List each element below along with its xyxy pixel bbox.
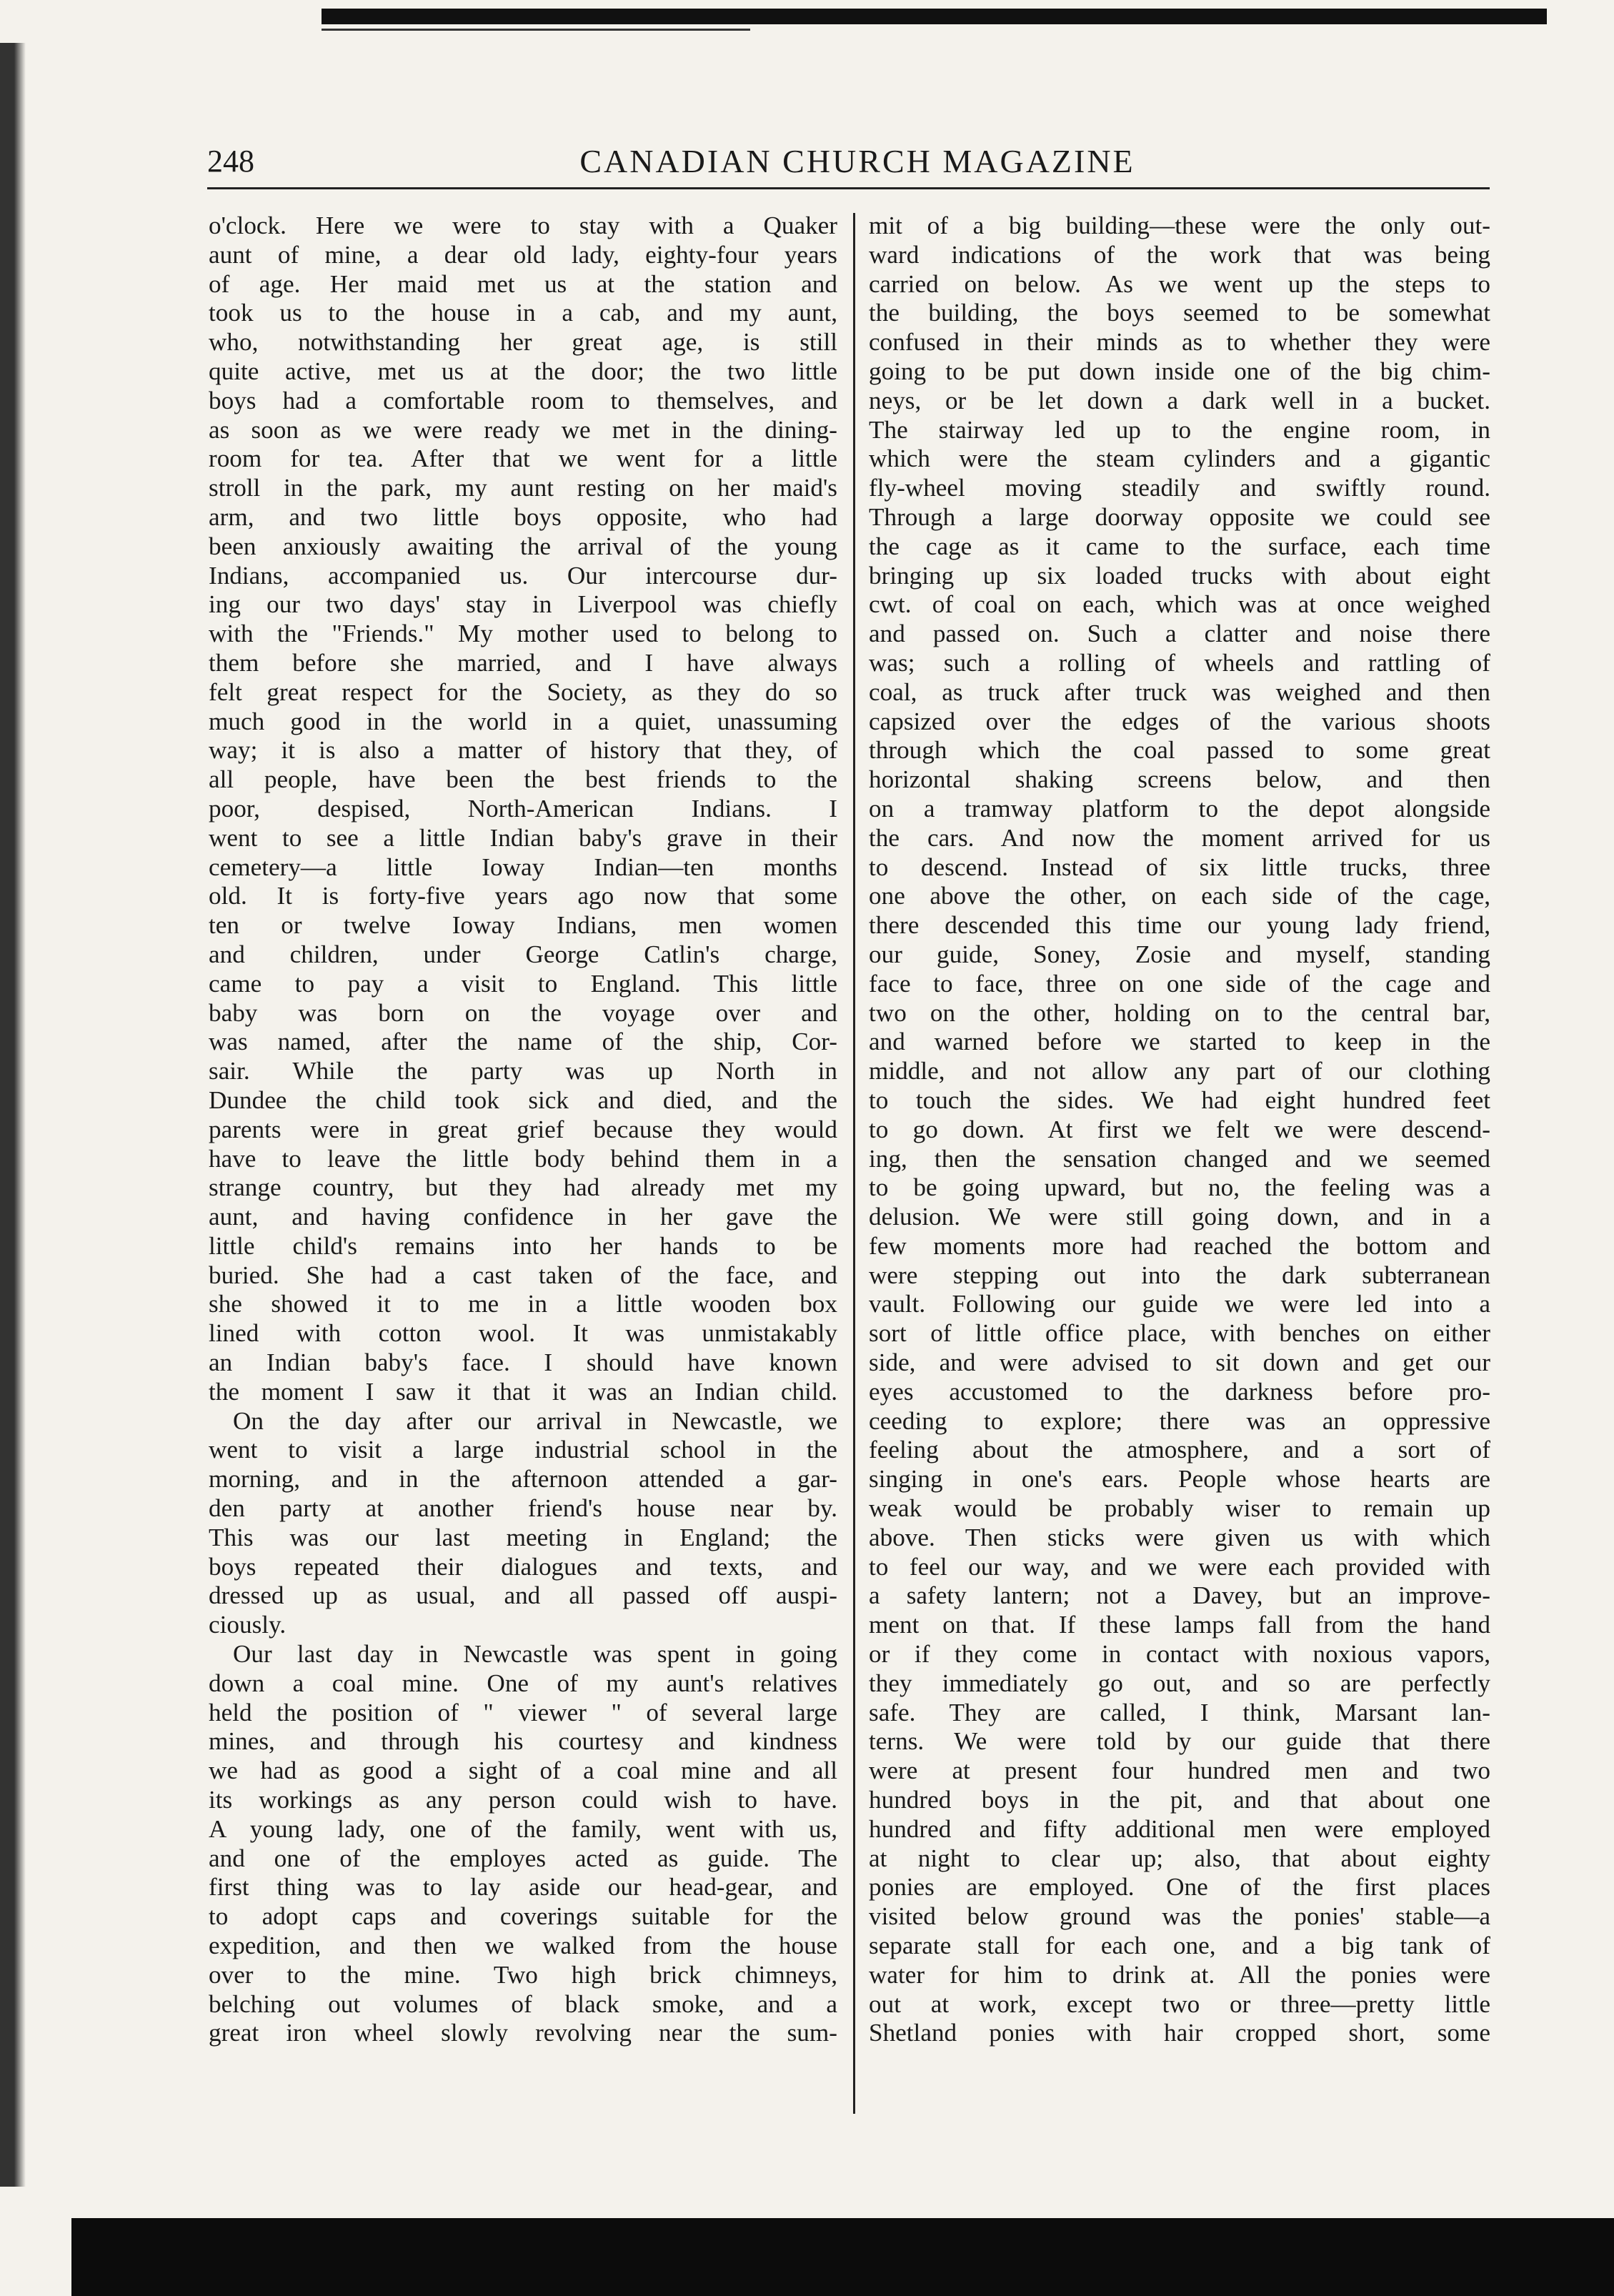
text-line: we had as good a sight of a coal mine and all <box>209 1756 837 1785</box>
text-line: bringing up six loaded trucks with about eight <box>869 561 1490 590</box>
text-line: mit of a big building—these were the only out- <box>869 212 1490 239</box>
text-line: room for tea. After that we went for a little <box>209 444 837 473</box>
text-line: a safety lantern; not a Davey, but an improve- <box>869 1581 1490 1610</box>
text-line: above. Then sticks were given us with which <box>869 1523 1490 1551</box>
text-line: to adopt caps and coverings suitable for the <box>209 1902 837 1931</box>
text-line: face to face, three on one side of the cage and <box>869 969 1490 998</box>
text-line: Our last day in Newcastle was spent in going <box>233 1640 837 1669</box>
text-line: Indians, accompanied us. Our intercourse dur- <box>209 561 837 590</box>
text-line: and one of the employes acted as guide. The <box>209 1844 837 1872</box>
text-line: terns. We were told by our guide that there <box>869 1727 1490 1756</box>
text-line: of age. Her maid met us at the station and <box>209 269 837 298</box>
text-line: buried. She had a cast taken of the face, and <box>209 1261 837 1289</box>
text-line: great iron wheel slowly revolving near the sum- <box>209 2019 837 2047</box>
text-line: to descend. Instead of six little trucks, three <box>869 853 1490 881</box>
text-line: much good in the world in a quiet, unassuming <box>209 707 837 735</box>
text-line: strange country, but they had already met my <box>209 1173 837 1202</box>
text-line: two on the other, holding on to the central bar, <box>869 998 1490 1027</box>
text-line: neys, or be let down a dark well in a bucket. <box>869 386 1490 414</box>
text-line: hundred boys in the pit, and that about one <box>869 1786 1490 1814</box>
text-line: down a coal mine. One of my aunt's relatives <box>209 1669 837 1697</box>
top-border-rule <box>322 9 1547 24</box>
text-line: On the day after our arrival in Newcastle, we <box>233 1406 837 1435</box>
text-line: singing in one's ears. People whose hearts are <box>869 1465 1490 1494</box>
text-line: feeling about the atmosphere, and a sort of <box>869 1436 1490 1464</box>
text-line: ing our two days' stay in Liverpool was chiefly <box>209 590 837 619</box>
text-line: going to be put down inside one of the big chim- <box>869 357 1490 385</box>
text-line: all people, have been the best friends to the <box>209 765 837 794</box>
text-line: arm, and two little boys opposite, who had <box>209 502 837 531</box>
text-line: ponies are employed. One of the first places <box>869 1873 1490 1902</box>
text-line: aunt, and having confidence in her gave the <box>209 1203 837 1231</box>
text-line: sort of little office place, with benches on either <box>869 1319 1490 1348</box>
text-line: been anxiously awaiting the arrival of the young <box>209 532 837 560</box>
text-line: aunt of mine, a dear old lady, eighty-four years <box>209 240 837 269</box>
text-line: vault. Following our guide we were led into a <box>869 1290 1490 1318</box>
right-text-column <box>869 212 1490 2048</box>
text-line: to be going upward, but no, the feeling was a <box>869 1173 1490 1202</box>
text-line: expedition, and then we walked from the house <box>209 1932 837 1960</box>
text-line: ing, then the sensation changed and we seemed <box>869 1144 1490 1173</box>
text-line: took us to the house in a cab, and my aunt, <box>209 299 837 327</box>
text-line: they immediately go out, and so are perfectly <box>869 1669 1490 1697</box>
text-line: over to the mine. Two high brick chimneys, <box>209 1960 837 1989</box>
text-line: the moment I saw it that it was an Indian child. <box>209 1377 837 1406</box>
text-line: boys had a comfortable room to themselves, and <box>209 386 837 414</box>
text-line: sair. While the party was up North in <box>209 1057 837 1085</box>
text-line: Through a large doorway opposite we could see <box>869 502 1490 531</box>
text-line: poor, despised, North-American Indians. I <box>209 794 837 823</box>
text-line: old. It is forty-five years ago now that some <box>209 882 837 910</box>
text-line: the building, the boys seemed to be somewhat <box>869 299 1490 327</box>
text-line: This was our last meeting in England; the <box>209 1523 837 1551</box>
column-divider <box>853 213 855 2114</box>
text-line: den party at another friend's house near by. <box>209 1494 837 1523</box>
text-line: and children, under George Catlin's charge, <box>209 940 837 968</box>
text-line: eyes accustomed to the darkness before pro- <box>869 1377 1490 1406</box>
text-line: cemetery—a little Ioway Indian—ten months <box>209 853 837 881</box>
text-line: were at present four hundred men and two <box>869 1756 1490 1785</box>
text-line: held the position of " viewer " of several large <box>209 1698 837 1726</box>
text-line: cwt. of coal on each, which was at once weighed <box>869 590 1490 619</box>
text-line: the cage as it came to the surface, each time <box>869 532 1490 560</box>
text-line: were stepping out into the dark subterranean <box>869 1261 1490 1289</box>
text-line: and warned before we started to keep in the <box>869 1028 1490 1056</box>
text-line: ment on that. If these lamps fall from the hand <box>869 1611 1490 1639</box>
text-line: went to see a little Indian baby's grave in their <box>209 823 837 852</box>
text-line: parents were in great grief because they would <box>209 1115 837 1143</box>
text-line: Dundee the child took sick and died, and the <box>209 1085 837 1114</box>
text-line: our guide, Soney, Zosie and myself, standing <box>869 940 1490 968</box>
page-header <box>207 140 1493 190</box>
text-line: capsized over the edges of the various shoots <box>869 707 1490 735</box>
text-line: or if they come in contact with noxious vapors, <box>869 1640 1490 1669</box>
text-line: went to visit a large industrial school in the <box>209 1436 837 1464</box>
text-line: ceeding to explore; there was an oppressive <box>869 1406 1490 1435</box>
text-line: confused in their minds as to whether they were <box>869 328 1490 357</box>
text-line: at night to clear up; also, that about eighty <box>869 1844 1490 1872</box>
text-line: to feel our way, and we were each provided with <box>869 1552 1490 1581</box>
text-line: one above the other, on each side of the cage, <box>869 882 1490 910</box>
text-line: way; it is also a matter of history that they, of <box>209 736 837 765</box>
text-line: she showed it to me in a little wooden box <box>209 1290 837 1318</box>
text-line: ten or twelve Ioway Indians, men women <box>209 911 837 940</box>
text-line: few moments more had reached the bottom and <box>869 1231 1490 1260</box>
text-line: mines, and through his courtesy and kindness <box>209 1727 837 1756</box>
page-number: 248 <box>207 144 254 179</box>
text-line: carried on below. As we went up the steps to <box>869 269 1490 298</box>
text-line: baby was born on the voyage over and <box>209 998 837 1027</box>
scan-binding-edge <box>0 43 26 2187</box>
text-line: little child's remains into her hands to be <box>209 1231 837 1260</box>
text-line: with the "Friends." My mother used to belong to <box>209 620 837 648</box>
text-line: ward indications of the work that was being <box>869 240 1490 269</box>
text-line: who, notwithstanding her great age, is still <box>209 328 837 357</box>
text-line: o'clock. Here we were to stay with a Quaker <box>209 212 837 239</box>
text-line: fly-wheel moving steadily and swiftly round. <box>869 474 1490 502</box>
header-rule <box>207 187 1490 189</box>
text-line: safe. They are called, I think, Marsant lan- <box>869 1698 1490 1726</box>
left-text-column <box>209 212 837 2048</box>
text-line: The stairway led up to the engine room, in <box>869 415 1490 444</box>
text-line: ciously. <box>209 1611 287 1639</box>
text-line: belching out volumes of black smoke, and a <box>209 1989 837 2018</box>
text-line: coal, as truck after truck was weighed and then <box>869 677 1490 706</box>
text-line: boys repeated their dialogues and texts, and <box>209 1552 837 1581</box>
text-line: out at work, except two or three—pretty little <box>869 1989 1490 2018</box>
text-line: visited below ground was the ponies' stable—a <box>869 1902 1490 1931</box>
text-line: came to pay a visit to England. This little <box>209 969 837 998</box>
text-line: as soon as we were ready we met in the dining- <box>209 415 837 444</box>
text-line: stroll in the park, my aunt resting on her maid's <box>209 474 837 502</box>
text-line: middle, and not allow any part of our clothing <box>869 1057 1490 1085</box>
text-line: quite active, met us at the door; the two little <box>209 357 837 385</box>
text-line: its workings as any person could wish to have. <box>209 1786 837 1814</box>
text-line: and passed on. Such a clatter and noise there <box>869 620 1490 648</box>
text-line: hundred and fifty additional men were employed <box>869 1814 1490 1843</box>
text-line: A young lady, one of the family, went with us, <box>209 1814 837 1843</box>
magazine-title: CANADIAN CHURCH MAGAZINE <box>579 143 1135 179</box>
bottom-border-rule <box>71 2218 1614 2296</box>
text-line: them before she married, and I have always <box>209 648 837 677</box>
text-line: felt great respect for the Society, as they do so <box>209 677 837 706</box>
text-line: morning, and in the afternoon attended a gar- <box>209 1465 837 1494</box>
text-line: delusion. We were still going down, and in a <box>869 1203 1490 1231</box>
text-line: which were the steam cylinders and a gigantic <box>869 444 1490 473</box>
text-line: weak would be probably wiser to remain up <box>869 1494 1490 1523</box>
text-line: separate stall for each one, and a big tank of <box>869 1932 1490 1960</box>
text-line: through which the coal passed to some great <box>869 736 1490 765</box>
text-line: was named, after the name of the ship, Cor- <box>209 1028 837 1056</box>
text-line: to touch the sides. We had eight hundred feet <box>869 1085 1490 1114</box>
text-line: side, and were advised to sit down and get our <box>869 1348 1490 1377</box>
text-line: lined with cotton wool. It was unmistakably <box>209 1319 837 1348</box>
text-line: dressed up as usual, and all passed off auspi- <box>209 1581 837 1610</box>
text-line: there descended this time our young lady friend, <box>869 911 1490 940</box>
text-line: on a tramway platform to the depot alongside <box>869 794 1490 823</box>
text-line: water for him to drink at. All the ponies were <box>869 1960 1490 1989</box>
text-line: horizontal shaking screens below, and then <box>869 765 1490 794</box>
text-line: to go down. At first we felt we were descend- <box>869 1115 1490 1143</box>
text-line: first thing was to lay aside our head-gear, and <box>209 1873 837 1902</box>
text-line: an Indian baby's face. I should have known <box>209 1348 837 1377</box>
text-line: have to leave the little body behind them in a <box>209 1144 837 1173</box>
text-line: the cars. And now the moment arrived for us <box>869 823 1490 852</box>
text-line: Shetland ponies with hair cropped short, some <box>869 2019 1490 2047</box>
text-line: was; such a rolling of wheels and rattling of <box>869 648 1490 677</box>
top-border-thin-rule <box>322 29 750 31</box>
